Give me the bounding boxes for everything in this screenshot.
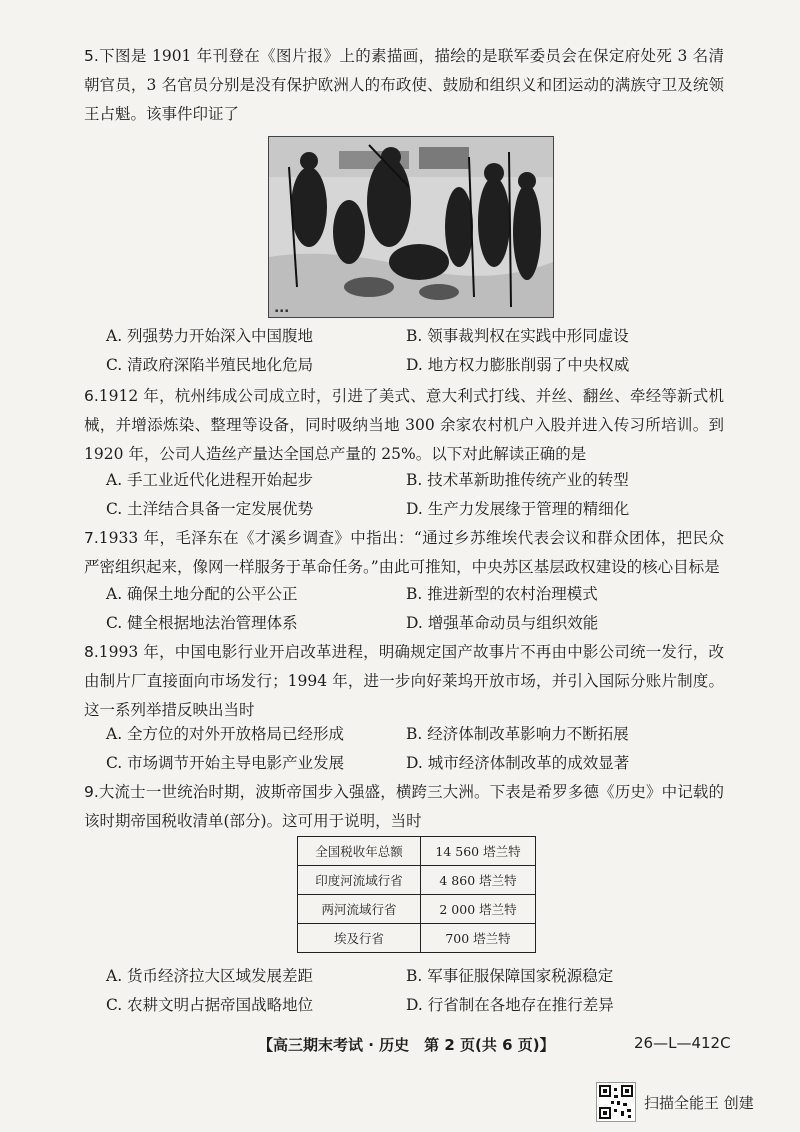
option-c[interactable]: C. 健全根据地法治管理体系 <box>106 614 298 632</box>
footer-page-info: 【高三期末考试 · 历史 第 2 页(共 6 页)】 <box>258 1036 555 1054</box>
question-text: 大流士一世统治时期，波斯帝国步入强盛，横跨三大洲。下表是希罗多德《历史》中记载的该时期帝国税收清单(部分)。这可用于说明，当时 <box>84 783 724 830</box>
qr-code-icon <box>596 1082 636 1122</box>
table-row <box>298 924 536 953</box>
option-a[interactable]: A. 全方位的对外开放格局已经形成 <box>106 725 345 743</box>
table-cell: 14 560 塔兰特 <box>421 837 536 866</box>
tax-table <box>297 836 536 953</box>
option-c[interactable]: C. 市场调节开始主导电影产业发展 <box>106 754 345 772</box>
table-cell: 印度河流域行省 <box>298 866 421 895</box>
table-cell: 4 860 塔兰特 <box>421 866 536 895</box>
option-d[interactable]: D. 行省制在各地存在推行差异 <box>406 996 614 1014</box>
option-d[interactable]: D. 增强革命动员与组织效能 <box>406 614 599 632</box>
option-b[interactable]: B. 军事征服保障国家税源稳定 <box>406 967 614 985</box>
question-number: 6. <box>84 387 99 405</box>
watermark-text: 扫描全能王 创建 <box>644 1093 754 1112</box>
table-cell: 2 000 塔兰特 <box>421 895 536 924</box>
sketch-illustration <box>268 136 554 318</box>
option-b[interactable]: B. 领事裁判权在实践中形同虚设 <box>406 327 629 345</box>
question-7-options <box>106 580 706 638</box>
option-a[interactable]: A. 手工业近代化进程开始起步 <box>106 471 314 489</box>
scanner-watermark <box>596 1082 754 1122</box>
option-c[interactable]: C. 清政府深陷半殖民地化危局 <box>106 356 314 374</box>
table-row <box>298 866 536 895</box>
question-text: 1912 年，杭州纬成公司成立时，引进了美式、意大利式打线、并丝、翻丝、牵经等新式机械，并增添炼染、整理等设备，同时吸纳当地 300 余家农村机户入股并进入传习所培训。到 1920 年，公司人造丝产量达全国总产量的 25%。以下对此解读正确的是 <box>84 387 724 463</box>
option-b[interactable]: B. 经济体制改革影响力不断拓展 <box>406 725 629 743</box>
question-5 <box>84 42 724 129</box>
question-7 <box>84 524 724 582</box>
question-text: 下图是 1901 年刊登在《图片报》上的素描画，描绘的是联军委员会在保定府处死 3 名清朝官员，3 名官员分别是没有保护欧洲人的布政使、鼓励和组织义和团运动的满族守卫及统领王占魁。该事件印证了 <box>84 47 724 123</box>
question-number: 8. <box>84 643 99 661</box>
option-c[interactable]: C. 土洋结合具备一定发展优势 <box>106 500 314 518</box>
question-9 <box>84 778 724 836</box>
table-cell: 两河流域行省 <box>298 895 421 924</box>
question-6-options <box>106 466 706 524</box>
table-row <box>298 895 536 924</box>
figure-caption-mark: ▪ ▪ ▪ <box>275 308 289 314</box>
table-row <box>298 837 536 866</box>
question-number: 7. <box>84 529 99 547</box>
option-a[interactable]: A. 列强势力开始深入中国腹地 <box>106 327 314 345</box>
question-8 <box>84 638 724 725</box>
option-a[interactable]: A. 货币经济拉大区域发展差距 <box>106 967 314 985</box>
option-a[interactable]: A. 确保土地分配的公平公正 <box>106 585 298 603</box>
question-text: 1933 年，毛泽东在《才溪乡调查》中指出：“通过乡苏维埃代表会议和群众团体，把民众严密组织起来，像网一样服务于革命任务。”由此可推知，中央苏区基层政权建设的核心目标是 <box>84 529 724 576</box>
execution-sketch-image <box>269 137 553 317</box>
option-c[interactable]: C. 农耕文明占据帝国战略地位 <box>106 996 314 1014</box>
question-5-options <box>106 322 706 380</box>
option-b[interactable]: B. 推进新型的农村治理模式 <box>406 585 598 603</box>
question-number: 9. <box>84 783 99 801</box>
question-number: 5. <box>84 47 99 65</box>
option-d[interactable]: D. 地方权力膨胀削弱了中央权威 <box>406 356 630 374</box>
option-d[interactable]: D. 城市经济体制改革的成效显著 <box>406 754 630 772</box>
question-6 <box>84 382 724 469</box>
option-b[interactable]: B. 技术革新助推传统产业的转型 <box>406 471 629 489</box>
option-d[interactable]: D. 生产力发展缘于管理的精细化 <box>406 500 630 518</box>
footer-exam-code: 26—L—412C <box>634 1034 731 1052</box>
question-text: 1993 年，中国电影行业开启改革进程，明确规定国产故事片不再由中影公司统一发行，改由制片厂直接面向市场发行；1994 年，进一步向好莱坞开放市场，并引入国际分账片制度。这一系列举措反映出当时 <box>84 643 724 719</box>
table-cell: 700 塔兰特 <box>421 924 536 953</box>
question-9-options <box>106 962 706 1020</box>
table-cell: 埃及行省 <box>298 924 421 953</box>
table-cell: 全国税收年总额 <box>298 837 421 866</box>
question-8-options <box>106 720 706 778</box>
